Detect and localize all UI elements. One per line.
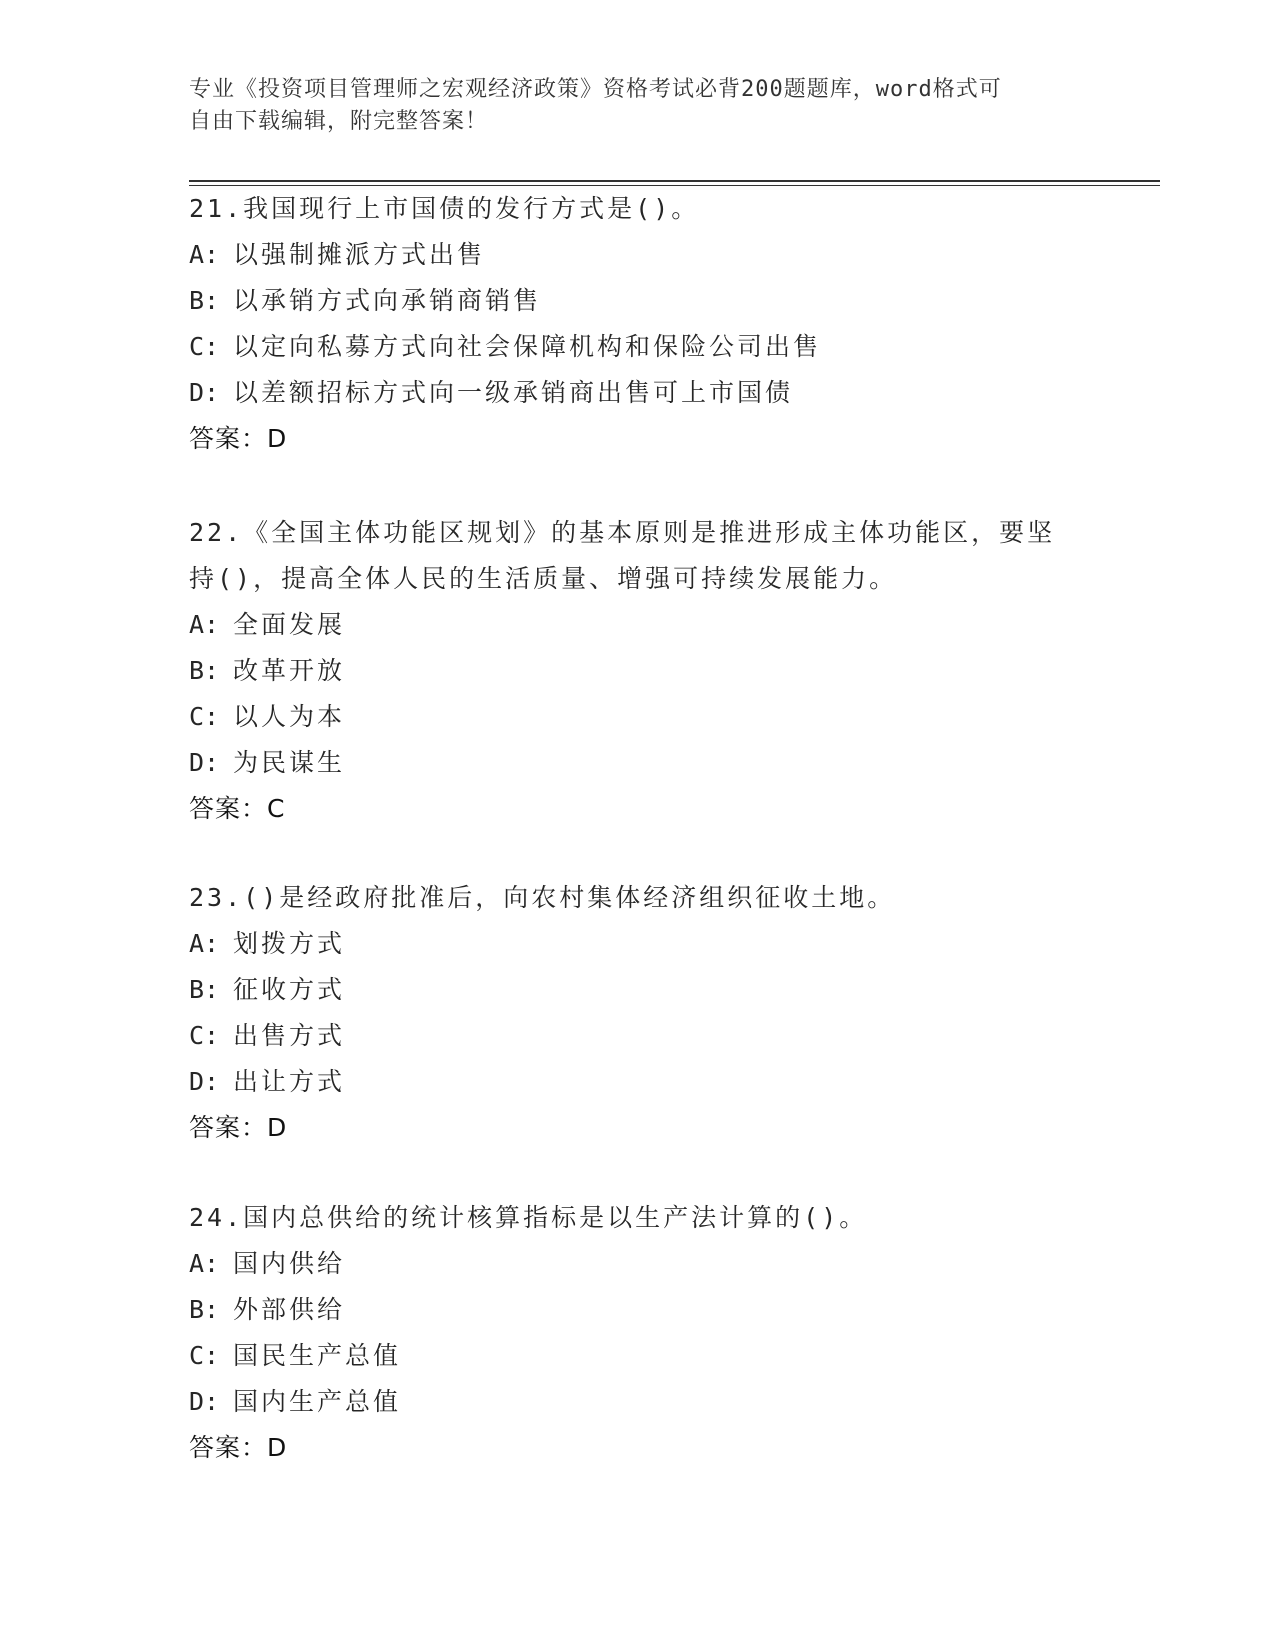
answer-line: 答案：D — [189, 1113, 288, 1142]
option-text: 征收方式 — [233, 975, 346, 1004]
option-key: D: — [189, 748, 220, 777]
option-key: B: — [189, 1295, 220, 1324]
option-key: A: — [189, 929, 220, 958]
option-text: 国内生产总值 — [233, 1387, 402, 1416]
option-key: D: — [189, 1387, 220, 1416]
option-key: D: — [189, 378, 220, 407]
option-text: 以强制摊派方式出售 — [233, 240, 486, 269]
option-b — [189, 648, 1089, 694]
option-text: 国民生产总值 — [233, 1341, 402, 1370]
option-a — [189, 1241, 1089, 1287]
option-key: D: — [189, 1067, 220, 1096]
option-text: 以人为本 — [233, 702, 346, 731]
question-stem: 21.我国现行上市国债的发行方式是()。 — [189, 194, 700, 223]
option-text: 改革开放 — [233, 656, 346, 685]
option-key: A: — [189, 610, 220, 639]
option-text: 外部供给 — [233, 1295, 346, 1324]
answer-line: 答案：C — [189, 794, 286, 823]
option-a — [189, 602, 1089, 648]
option-key: A: — [189, 1249, 220, 1278]
header-title-line-2: 自由下载编辑，附完整答案！ — [189, 109, 489, 134]
header-title-line-1: 专业《投资项目管理师之宏观经济政策》资格考试必背200题题库，word格式可 — [189, 77, 1002, 102]
option-text: 以定向私募方式向社会保障机构和保险公司出售 — [233, 332, 822, 361]
option-d — [189, 1059, 1089, 1105]
option-c — [189, 1013, 1089, 1059]
option-key: C: — [189, 1341, 220, 1370]
question-stem: 24.国内总供给的统计核算指标是以生产法计算的()。 — [189, 1203, 868, 1232]
option-b — [189, 967, 1089, 1013]
header-divider-thick — [189, 180, 1160, 182]
option-text: 国内供给 — [233, 1249, 346, 1278]
option-key: B: — [189, 975, 220, 1004]
question-21 — [189, 186, 1089, 462]
question-22 — [189, 510, 1089, 832]
document-header — [189, 74, 1089, 138]
option-b — [189, 278, 1089, 324]
option-text: 划拨方式 — [233, 929, 346, 958]
option-c — [189, 324, 1089, 370]
question-stem-line-2: 持()，提高全体人民的生活质量、增强可持续发展能力。 — [189, 564, 898, 593]
option-a — [189, 232, 1089, 278]
answer-line: 答案：D — [189, 1433, 288, 1462]
option-d — [189, 740, 1089, 786]
question-stem: 23.()是经政府批准后，向农村集体经济组织征收土地。 — [189, 883, 896, 912]
option-c — [189, 1333, 1089, 1379]
option-key: C: — [189, 702, 220, 731]
option-text: 以差额招标方式向一级承销商出售可上市国债 — [233, 378, 794, 407]
option-text: 出让方式 — [233, 1067, 346, 1096]
question-stem-line-1: 22.《全国主体功能区规划》的基本原则是推进形成主体功能区，要坚 — [189, 518, 1056, 547]
option-c — [189, 694, 1089, 740]
option-text: 为民谋生 — [233, 748, 346, 777]
answer-line: 答案：D — [189, 424, 288, 453]
option-b — [189, 1287, 1089, 1333]
option-text: 以承销方式向承销商销售 — [233, 286, 542, 315]
question-24 — [189, 1195, 1089, 1471]
option-text: 全面发展 — [233, 610, 346, 639]
question-23 — [189, 875, 1089, 1151]
option-d — [189, 1379, 1089, 1425]
option-key: B: — [189, 656, 220, 685]
option-text: 出售方式 — [233, 1021, 346, 1050]
option-a — [189, 921, 1089, 967]
option-key: B: — [189, 286, 220, 315]
option-key: C: — [189, 1021, 220, 1050]
option-key: A: — [189, 240, 220, 269]
option-key: C: — [189, 332, 220, 361]
option-d — [189, 370, 1089, 416]
